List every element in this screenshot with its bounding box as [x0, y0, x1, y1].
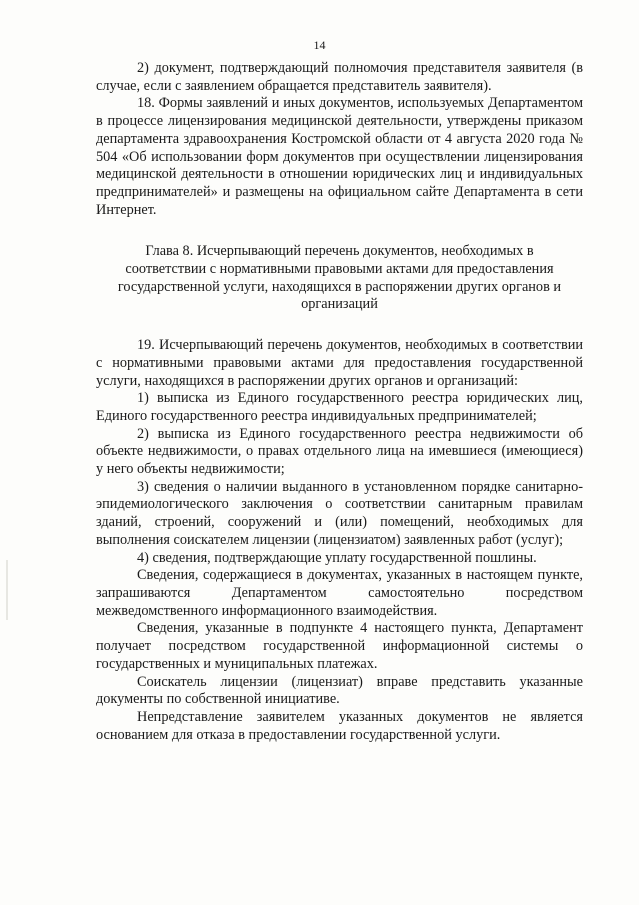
paragraph-18: 18. Формы заявлений и иных документов, используемых Департаментом в процессе лицензирования медицинской деятельности, утверждены приказом департамента здравоохранения Костромской области от 4 августа 2020 года № 504 «Об использовании форм документов при осуществлении лицензирования медицинской деятельности в отношении юридических лиц и индивидуальных предпринимателей» и размещены на официальном сайте Департамента в сети Интернет.	[96, 95, 583, 218]
document-body	[96, 60, 583, 744]
scan-edge-mark	[6, 560, 8, 620]
paragraph-item-2: 2) документ, подтверждающий полномочия представителя заявителя (в случае, если с заявлением обращается представитель заявителя).	[96, 60, 583, 94]
paragraph-interagency-request: Сведения, содержащиеся в документах, указанных в настоящем пункте, запрашиваются Департаментом самостоятельно посредством межведомственного информационного взаимодействия.	[96, 567, 583, 619]
heading-line: Глава 8. Исчерпывающий перечень документов, необходимых в	[145, 243, 534, 260]
list-item-2: 2) выписка из Единого государственного реестра недвижимости об объекте недвижимости, о правах отдельного лица на имевшиеся (имеющиеся) у него объекты недвижимости;	[96, 425, 583, 478]
heading-line: организаций	[301, 296, 378, 313]
paragraph-19: 19. Исчерпывающий перечень документов, необходимых в соответствии с нормативными правовыми актами для предоставления государственной услуги, находящихся в распоряжении других органов и организаций:	[96, 337, 583, 389]
heading-line: соответствии с нормативными правовыми актами для предоставления	[125, 261, 554, 278]
list-item-3: 3) сведения о наличии выданного в установленном порядке санитарно-эпидемиологического заключения о соответствии санитарным правилам зданий, строений, сооружений и (или) помещений, необходимых для выполнения соискателем лицензии (лицензиатом) заявленных работ (услуг);	[96, 478, 583, 548]
paragraph-payment-info: Сведения, указанные в подпункте 4 настоящего пункта, Департамент получает посредством государственной информационной системы о государственных и муниципальных платежах.	[96, 620, 583, 672]
page-number: 14	[313, 38, 326, 52]
paragraph-no-refusal: Непредставление заявителем указанных документов не является основанием для отказа в предоставлении государственной услуги.	[96, 708, 583, 743]
heading-line: государственной услуги, находящихся в распоряжении других органов и	[117, 278, 562, 295]
list-item-4: 4) сведения, подтверждающие уплату государственной пошлины.	[137, 549, 537, 566]
paragraph-own-initiative: Соискатель лицензии (лицензиат) вправе представить указанные документы по собственной инициативе.	[96, 673, 583, 708]
chapter-8-heading	[96, 243, 583, 314]
list-item-1: 1) выписка из Единого государственного реестра юридических лиц, Единого государственного реестра индивидуальных предпринимателей;	[96, 390, 583, 424]
